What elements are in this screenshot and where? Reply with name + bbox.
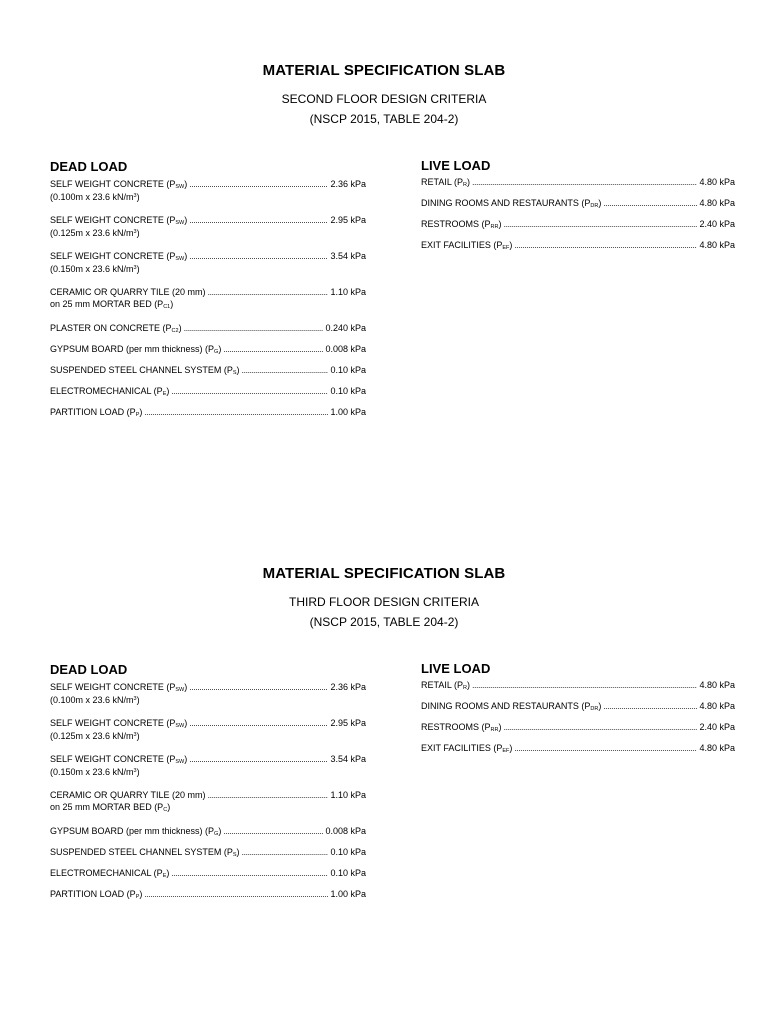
load-label xyxy=(421,239,512,254)
load-label xyxy=(421,679,470,694)
load-label xyxy=(421,721,501,736)
dot-leader xyxy=(223,825,323,837)
load-detail-end: ) xyxy=(136,767,140,777)
load-symbol-subscript: DR xyxy=(590,203,599,209)
load-symbol-subscript: SW xyxy=(175,723,185,729)
dot-leader xyxy=(503,721,697,733)
load-row xyxy=(50,364,366,376)
load-symbol-subscript: G xyxy=(214,349,219,355)
load-value: 4.80 kPa xyxy=(699,743,735,753)
load-value: 2.36 kPa xyxy=(330,682,366,692)
dot-leader xyxy=(184,322,324,334)
dot-leader xyxy=(242,846,329,858)
load-label-text: RETAIL (P xyxy=(421,177,464,187)
load-label-text: SUSPENDED STEEL CHANNEL SYSTEM (P xyxy=(50,847,233,857)
section-code-reference: (NSCP 2015, TABLE 204-2) xyxy=(309,112,459,126)
load-label-end: ) xyxy=(498,219,502,229)
load-row xyxy=(421,218,735,230)
load-label-text: SELF WEIGHT CONCRETE (P xyxy=(50,682,176,692)
live-load-heading: LIVE LOAD xyxy=(421,158,491,173)
load-value: 3.54 kPa xyxy=(330,251,366,261)
load-label-text: SELF WEIGHT CONCRETE (P xyxy=(50,718,176,728)
load-symbol-subscript: DR xyxy=(590,706,599,712)
load-symbol-subscript: SW xyxy=(175,220,185,226)
load-row xyxy=(50,789,366,801)
dot-leader xyxy=(189,250,328,262)
load-label-text: PARTITION LOAD (P xyxy=(50,889,136,899)
load-label-end: ) xyxy=(598,701,602,711)
load-row xyxy=(50,322,366,334)
load-item xyxy=(421,218,735,230)
load-row xyxy=(50,888,366,900)
load-value: 4.80 kPa xyxy=(699,177,735,187)
load-detail-text: (0.150m x 23.6 kN/m xyxy=(50,264,134,274)
dead-load-list xyxy=(50,681,366,909)
load-row xyxy=(421,742,735,754)
load-row xyxy=(50,846,366,858)
load-detail-end: ) xyxy=(136,731,140,741)
load-label-end: ) xyxy=(498,722,502,732)
load-label-end: ) xyxy=(236,847,240,857)
load-value: 0.10 kPa xyxy=(330,868,366,878)
load-item xyxy=(50,867,366,879)
dead-load-list xyxy=(50,178,366,427)
load-item xyxy=(421,679,735,691)
load-detail-end: ) xyxy=(167,802,171,812)
load-detail-end: ) xyxy=(136,192,140,202)
load-label-text: PLASTER ON CONCRETE (P xyxy=(50,323,172,333)
load-row xyxy=(50,681,366,693)
load-label-end: ) xyxy=(139,407,143,417)
load-row xyxy=(50,753,366,765)
load-row xyxy=(50,385,366,397)
load-value: 0.10 kPa xyxy=(330,386,366,396)
load-value: 0.240 kPa xyxy=(325,323,366,333)
load-row xyxy=(50,250,366,262)
load-value: 4.80 kPa xyxy=(699,680,735,690)
load-label-end: ) xyxy=(178,323,182,333)
load-label xyxy=(50,789,206,801)
dot-leader xyxy=(208,286,329,298)
load-label-end: ) xyxy=(166,868,170,878)
load-detail xyxy=(50,693,366,705)
load-label xyxy=(50,888,142,903)
load-label-end: ) xyxy=(509,743,513,753)
load-label-text: GYPSUM BOARD (per mm thickness) (P xyxy=(50,344,215,354)
load-row xyxy=(421,700,735,712)
load-detail-end: ) xyxy=(170,299,174,309)
dot-leader xyxy=(208,789,329,801)
load-row xyxy=(50,406,366,418)
section-title: MATERIAL SPECIFICATION SLAB xyxy=(262,62,506,79)
load-label-end: ) xyxy=(139,889,143,899)
load-detail-end: ) xyxy=(136,695,140,705)
load-label-text: GYPSUM BOARD (per mm thickness) (P xyxy=(50,826,215,836)
load-item xyxy=(50,286,366,310)
load-row xyxy=(50,178,366,190)
dead-load-heading: DEAD LOAD xyxy=(50,159,128,174)
dot-leader xyxy=(171,867,328,879)
load-row xyxy=(421,176,735,188)
load-label-text: EXIT FACILITIES (P xyxy=(421,240,503,250)
load-detail xyxy=(50,729,366,741)
load-item xyxy=(50,250,366,274)
load-row xyxy=(50,825,366,837)
dot-leader xyxy=(603,700,697,712)
load-row xyxy=(50,286,366,298)
load-symbol-subscript: R xyxy=(463,685,467,691)
load-label-text: EXIT FACILITIES (P xyxy=(421,743,503,753)
load-item xyxy=(50,717,366,741)
load-symbol-subscript: C xyxy=(163,807,168,813)
load-label xyxy=(421,197,601,212)
load-detail-text: (0.100m x 23.6 kN/m xyxy=(50,192,134,202)
load-detail-text: (0.150m x 23.6 kN/m xyxy=(50,767,134,777)
load-label xyxy=(421,742,512,757)
load-value: 1.10 kPa xyxy=(330,790,366,800)
unit-superscript: 3 xyxy=(133,265,137,271)
load-item xyxy=(50,681,366,705)
dot-leader xyxy=(189,681,328,693)
load-label xyxy=(50,286,206,298)
load-symbol-subscript: P xyxy=(135,894,140,900)
load-label-text: RETAIL (P xyxy=(421,680,464,690)
load-row xyxy=(421,721,735,733)
section-title: MATERIAL SPECIFICATION SLAB xyxy=(262,565,506,582)
load-symbol-subscript: P xyxy=(135,412,140,418)
load-value: 0.10 kPa xyxy=(330,847,366,857)
load-label-text: RESTROOMS (P xyxy=(421,219,491,229)
load-row xyxy=(50,343,366,355)
load-value: 4.80 kPa xyxy=(699,701,735,711)
load-row xyxy=(421,679,735,691)
load-row xyxy=(421,197,735,209)
load-label-end: ) xyxy=(218,826,222,836)
section-code-reference: (NSCP 2015, TABLE 204-2) xyxy=(309,615,459,629)
load-label-end: ) xyxy=(509,240,513,250)
load-item xyxy=(50,789,366,813)
dot-leader xyxy=(189,717,328,729)
load-item xyxy=(421,742,735,754)
load-label xyxy=(50,385,169,400)
load-detail-text: (0.100m x 23.6 kN/m xyxy=(50,695,134,705)
load-label-text: ELECTROMECHANICAL (P xyxy=(50,868,163,878)
load-label-text: SELF WEIGHT CONCRETE (P xyxy=(50,179,176,189)
load-label-text: SELF WEIGHT CONCRETE (P xyxy=(50,215,176,225)
load-symbol-subscript: S xyxy=(232,852,237,858)
load-detail xyxy=(50,190,366,202)
load-label xyxy=(50,343,221,358)
load-value: 2.36 kPa xyxy=(330,179,366,189)
load-value: 2.40 kPa xyxy=(699,722,735,732)
dot-leader xyxy=(472,176,697,188)
load-detail xyxy=(50,262,366,274)
load-item xyxy=(50,322,366,334)
load-symbol-subscript: C1 xyxy=(163,304,171,310)
load-label-text: SELF WEIGHT CONCRETE (P xyxy=(50,754,176,764)
load-label xyxy=(421,218,501,233)
load-item xyxy=(50,888,366,900)
load-detail-text: (0.125m x 23.6 kN/m xyxy=(50,731,134,741)
dot-leader xyxy=(144,406,328,418)
load-item xyxy=(50,343,366,355)
load-item xyxy=(50,364,366,376)
load-item xyxy=(421,239,735,251)
second-floor-section xyxy=(0,0,768,480)
load-symbol-subscript: R xyxy=(463,182,467,188)
load-detail-end: ) xyxy=(136,264,140,274)
load-detail-text: (0.125m x 23.6 kN/m xyxy=(50,228,134,238)
load-symbol-subscript: RR xyxy=(490,224,499,230)
load-symbol-subscript: G xyxy=(214,831,219,837)
load-symbol-subscript: S xyxy=(232,370,237,376)
load-value: 4.80 kPa xyxy=(699,198,735,208)
load-label-text: CERAMIC OR QUARRY TILE (20 mm) xyxy=(50,287,206,297)
dot-leader xyxy=(514,742,697,754)
load-label-text: ELECTROMECHANICAL (P xyxy=(50,386,163,396)
dot-leader xyxy=(189,178,328,190)
load-detail xyxy=(50,765,366,777)
unit-superscript: 3 xyxy=(133,193,137,199)
load-label xyxy=(50,846,240,861)
load-symbol-subscript: EF xyxy=(502,245,510,251)
dot-leader xyxy=(514,239,697,251)
load-item xyxy=(421,721,735,733)
load-value: 2.95 kPa xyxy=(330,215,366,225)
load-label-text: PARTITION LOAD (P xyxy=(50,407,136,417)
load-row xyxy=(50,717,366,729)
load-item xyxy=(50,214,366,238)
load-detail xyxy=(50,226,366,238)
load-symbol-subscript: E xyxy=(162,873,167,879)
load-item xyxy=(421,700,735,712)
load-label-end: ) xyxy=(598,198,602,208)
unit-superscript: 3 xyxy=(133,696,137,702)
live-load-list xyxy=(421,679,735,763)
load-item xyxy=(50,385,366,397)
load-symbol-subscript: SW xyxy=(175,184,185,190)
load-value: 2.40 kPa xyxy=(699,219,735,229)
load-label xyxy=(421,176,470,191)
dot-leader xyxy=(503,218,697,230)
load-label-end: ) xyxy=(184,179,188,189)
load-value: 1.10 kPa xyxy=(330,287,366,297)
load-symbol-subscript: SW xyxy=(175,759,185,765)
dead-load-heading: DEAD LOAD xyxy=(50,662,128,677)
live-load-list xyxy=(421,176,735,260)
load-label xyxy=(50,867,169,882)
load-label-end: ) xyxy=(184,215,188,225)
load-symbol-subscript: E xyxy=(162,391,167,397)
load-symbol-subscript: SW xyxy=(175,687,185,693)
dot-leader xyxy=(189,753,328,765)
load-label-text: RESTROOMS (P xyxy=(421,722,491,732)
load-label-text: SELF WEIGHT CONCRETE (P xyxy=(50,251,176,261)
load-symbol-subscript: RR xyxy=(490,727,499,733)
load-value: 2.95 kPa xyxy=(330,718,366,728)
load-symbol-subscript: SW xyxy=(175,256,185,262)
dot-leader xyxy=(189,214,328,226)
load-symbol-subscript: EF xyxy=(502,748,510,754)
load-detail xyxy=(50,298,366,310)
load-item xyxy=(421,176,735,188)
load-label-end: ) xyxy=(184,718,188,728)
load-item xyxy=(50,846,366,858)
dot-leader xyxy=(223,343,323,355)
load-item xyxy=(50,753,366,777)
load-detail-text: on 25 mm MORTAR BED (P xyxy=(50,299,164,309)
unit-superscript: 3 xyxy=(133,229,137,235)
dot-leader xyxy=(242,364,329,376)
load-label-end: ) xyxy=(166,386,170,396)
load-value: 0.10 kPa xyxy=(330,365,366,375)
dot-leader xyxy=(171,385,328,397)
load-detail-end: ) xyxy=(136,228,140,238)
load-label-end: ) xyxy=(184,682,188,692)
load-label xyxy=(50,364,240,379)
load-label-end: ) xyxy=(467,177,470,187)
load-symbol-subscript: C2 xyxy=(171,328,179,334)
load-label xyxy=(50,406,142,421)
load-value: 0.008 kPa xyxy=(325,344,366,354)
dot-leader xyxy=(144,888,328,900)
load-label-end: ) xyxy=(184,251,188,261)
load-label-text: SUSPENDED STEEL CHANNEL SYSTEM (P xyxy=(50,365,233,375)
load-item xyxy=(421,197,735,209)
load-item xyxy=(50,825,366,837)
live-load-heading: LIVE LOAD xyxy=(421,661,491,676)
load-value: 1.00 kPa xyxy=(330,889,366,899)
load-label-text: DINING ROOMS AND RESTAURANTS (P xyxy=(421,198,591,208)
load-value: 4.80 kPa xyxy=(699,240,735,250)
load-label-end: ) xyxy=(467,680,470,690)
unit-superscript: 3 xyxy=(133,732,137,738)
load-label xyxy=(421,700,601,715)
load-label xyxy=(50,322,182,337)
load-label xyxy=(50,825,221,840)
load-value: 1.00 kPa xyxy=(330,407,366,417)
load-value: 0.008 kPa xyxy=(325,826,366,836)
third-floor-section xyxy=(0,503,768,983)
load-value: 3.54 kPa xyxy=(330,754,366,764)
load-label-text: DINING ROOMS AND RESTAURANTS (P xyxy=(421,701,591,711)
load-label-end: ) xyxy=(218,344,222,354)
load-row xyxy=(50,214,366,226)
load-item xyxy=(50,178,366,202)
load-item xyxy=(50,406,366,418)
load-row xyxy=(50,867,366,879)
load-detail xyxy=(50,801,366,813)
load-label-end: ) xyxy=(184,754,188,764)
section-subtitle: SECOND FLOOR DESIGN CRITERIA xyxy=(281,92,487,106)
load-label-text: CERAMIC OR QUARRY TILE (20 mm) xyxy=(50,790,206,800)
load-label-end: ) xyxy=(236,365,240,375)
load-detail-text: on 25 mm MORTAR BED (P xyxy=(50,802,164,812)
load-row xyxy=(421,239,735,251)
dot-leader xyxy=(603,197,697,209)
dot-leader xyxy=(472,679,697,691)
section-subtitle: THIRD FLOOR DESIGN CRITERIA xyxy=(288,595,479,609)
unit-superscript: 3 xyxy=(133,768,137,774)
